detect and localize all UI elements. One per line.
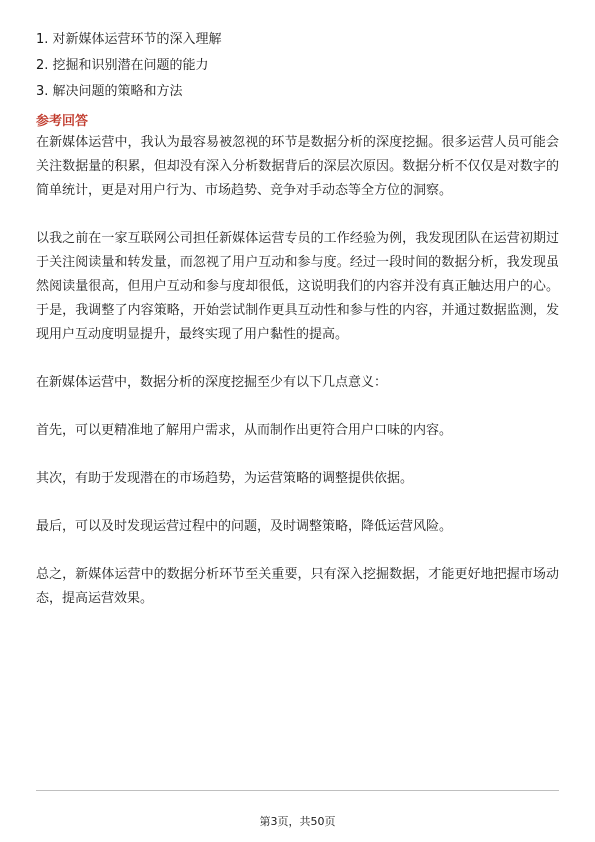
answer-heading: 参考回答 — [36, 114, 89, 129]
paragraph-gap — [36, 539, 559, 563]
question-point-1: 1. 对新媒体运营环节的深入理解 — [36, 32, 222, 47]
page-content — [36, 30, 559, 611]
answer-paragraph-2: 以我之前在一家互联网公司担任新媒体运营专员的工作经验为例，我发现团队在运营初期过于关注阅读量和转发量，而忽视了用户互动和参与度。经过一段时间的数据分析，我发现虽然阅读量很高，但用户互动和参与度却很低，这说明我们的内容并没有真正触达用户的心。于是，我调整了内容策略，开始尝试制作更具互动性和参与性的内容，并通过数据监测，发现用户互动度明显提升，最终实现了用户黏性的提高。 — [36, 231, 559, 342]
answer-paragraph-3: 在新媒体运营中，数据分析的深度挖掘至少有以下几点意义： — [36, 375, 388, 390]
answer-paragraph-5: 其次，有助于发现潜在的市场趋势，为运营策略的调整提供依据。 — [36, 471, 414, 486]
paragraph-gap — [36, 443, 559, 467]
page-number: 第3页，共50页 — [259, 815, 336, 828]
answer-paragraph-1: 在新媒体运营中，我认为最容易被忽视的环节是数据分析的深度挖掘。很多运营人员可能会关注数据量的积累，但却没有深入分析数据背后的深层次原因。数据分析不仅仅是对数字的简单统计，更是对用户行为、市场趋势、竞争对手动态等全方位的洞察。 — [36, 135, 559, 198]
paragraph-gap — [36, 395, 559, 419]
answer-paragraph-4: 首先，可以更精准地了解用户需求，从而制作出更符合用户口味的内容。 — [36, 423, 453, 438]
answer-paragraph-6: 最后，可以及时发现运营过程中的问题，及时调整策略，降低运营风险。 — [36, 519, 453, 534]
paragraph-gap — [36, 347, 559, 371]
question-point-3: 3. 解决问题的策略和方法 — [36, 84, 183, 99]
paragraph-gap — [36, 491, 559, 515]
answer-paragraph-7: 总之，新媒体运营中的数据分析环节至关重要，只有深入挖掘数据，才能更好地把握市场动态，提高运营效果。 — [36, 567, 559, 606]
question-point-2: 2. 挖掘和识别潜在问题的能力 — [36, 58, 209, 73]
paragraph-gap — [36, 203, 559, 227]
footer-divider — [36, 790, 559, 791]
